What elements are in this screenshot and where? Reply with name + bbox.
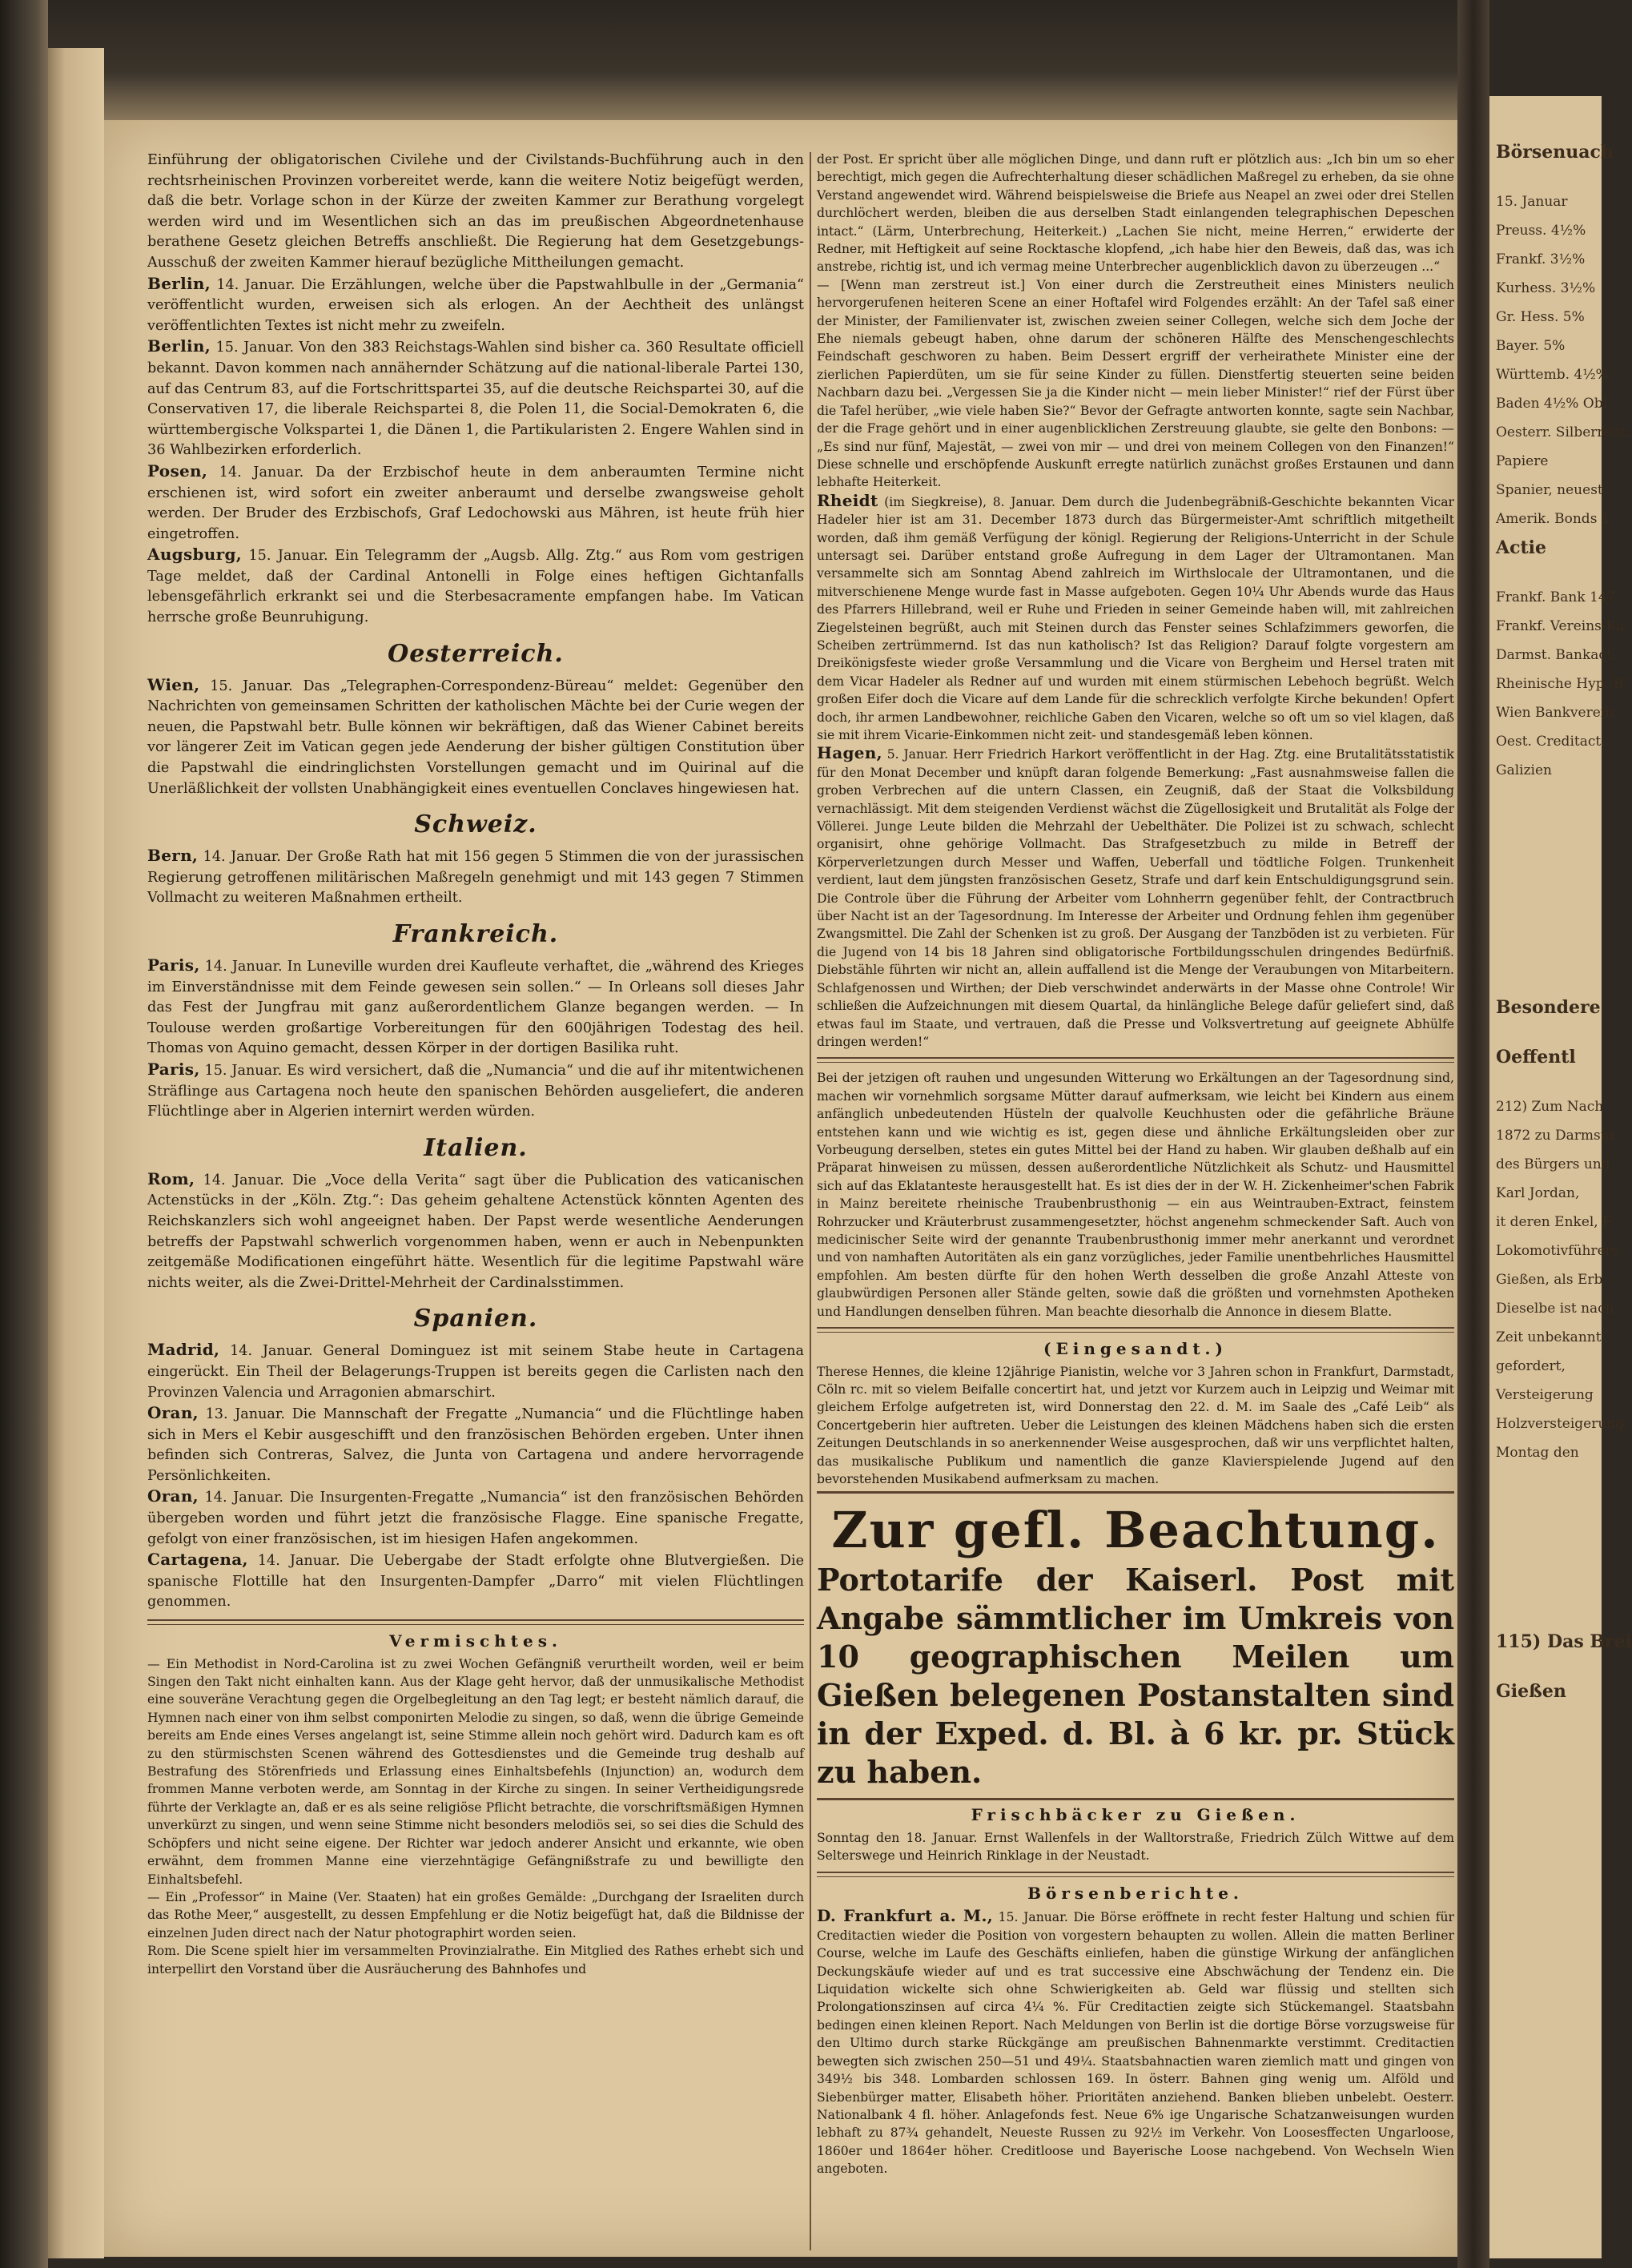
dateline: Cartagena, bbox=[147, 1550, 248, 1570]
misc-item: — Ein Methodist in Nord-Carolina ist zu zwei Wochen Gefängniß verurtheilt worden, weil er beim Singen den Takt nicht einhalten kann. Aus der Klage geht hervor, daß der unmusikalische Methodist eine souveräne Verachtung gegen die Orgelbegleitung an den Tag legt; er besteht nämlich darauf, die Hymnen nach einer von ihm selbst componirten Melodie zu singen, so daß, wenn die übrige Gemeinde bereits am Ende eines Verses angelangt ist, seine Stimme allein noch gehört wird. Dadurch kam es oft zu den stürmischsten Scenen während des Gottesdienstes und die Gemeinde trug deshalb auf Bestrafung des Störenfrieds und Erlassung eines Einhaltsbefehls (Injunction) an, wodurch dem frommen Manne verboten werde, am Sonntag in der Kirche zu singen. In seiner Vertheidigungsrede führte der Verklagte an, daß er es als seine religiöse Pflicht betrachte, die vorschriftsmäßigen Hymnen unverkürzt zu singen, und wenn seine Stimme nicht besonders melodiös sei, so sei dies die Schuld des Schöpfers und nicht seine eigene. Der Richter war jedoch anderer Ansicht und erkannte, wie oben erwähnt, dem frommen Manne eine vierzehntägige Gefängnißstrafe zu und bewilligte den Einhaltsbefehl. bbox=[147, 1656, 804, 1887]
next-page-fragment: Gießen, als Erb bbox=[1496, 1272, 1603, 1288]
misc-item: — Ein „Professor“ in Maine (Ver. Staaten) hat ein großes Gemälde: „Durchgang der Israeliten durch das Rothe Meer,“ ausgestellt, zu dessen Empfehlung er die Notiz beigefügt hat, daß die Bildnisse der einzelnen Juden direct nach der Natur photographirt worden seien. bbox=[147, 1889, 804, 1940]
next-page-fragment: Baden 4½% Obl. bbox=[1496, 396, 1612, 412]
next-page-fragment: gefordert, bbox=[1496, 1358, 1566, 1374]
advertisement-title: Zur gefl. Beachtung. bbox=[831, 1501, 1440, 1560]
dateline: Oran, bbox=[147, 1486, 199, 1506]
dateline: Paris, bbox=[147, 1059, 200, 1079]
dateline: Hagen, bbox=[817, 743, 882, 763]
next-page-fragment: Papiere bbox=[1496, 453, 1549, 469]
next-page-fragment: Bayer. 5% bbox=[1496, 338, 1566, 354]
intro-paragraph: Einführung der obligatorischen Civilehe und der Civilstands-Buchführung auch in den rechtsrheinischen Provinzen vorbereitet werde, kann die weitere Notiz beigefügt werden, daß die betr. Vorlage schon in der Kürze der zweiten Kammer zur Berathung vorgelegt werden wird und im Wesentlichen sich an das im preußischen Abgeordnetenhause berathene Gesetz gleichen Betreffs anschließt. Die Regierung hat dem Gesetzgebungs-Ausschuß der zweiten Kammer hierauf bezügliche Mittheilungen gemacht. bbox=[147, 152, 804, 271]
bakers-list: Sonntag den 18. Januar. Ernst Wallenfels in der Walltorstraße, Friedrich Zülch Wittwe auf dem Selterswege und Heinrich Rinklage in der Neustadt. bbox=[817, 1831, 1454, 1864]
next-page-fragment: Oesterr. Silberrent. bbox=[1496, 424, 1630, 440]
right-column bbox=[817, 151, 1454, 2178]
news-item: Rheidt (im Siegkreise), 8. Januar. Dem durch die Judenbegräbniß-Geschichte bekannten Vicar Hadeler hier ist am 31. December 1873 durch das Bürgermeister-Amt schriftlich mitgetheilt worden, daß ihm gemäß Verfügung der königl. Regierung der Religions-Unterricht in der Schule untersagt sei. Darüber entstand große Aufregung in dem Lager der Ultramontanen. Man versammelte sich am Sonntag Abend zahlreich im Wirthslocale der Ultramontanen, und die mitverschienene Menge wurde fast in Masse aufgeboten. Gegen 10¼ Uhr Abends wurde das Haus des Pfarrers Hillebrand, weil er Ruhe und Frieden in seiner Gemeinde haben will, mit zahlreichen Ziegelsteinen begrüßt, auch mit Steinen durch das Fenster seines Schlafzimmers geworfen, die Scheiben zertrümmernd. Ist das nun katholisch? Ist das Religion? Darauf folgte vorgestern am Dreikönigsfeste wieder große Versammlung und die Vicare von Bergheim und Hersel traten mit dem Vicar Hadeler als Redner auf und wurden mit einem stürmischen Lebehoch begrüßt. Welch großen Eifer doch die Vicare auf dem Lande für die schrecklich verfolgte Kirche bekunden! Opfert doch, ihr armen Landbewohner, reichliche Gaben den Vicaren, welche so oft um so viel klagen, daß sie mit ihrem Vicarie-Einkommen nicht zeit- und standesgemäß leben können. bbox=[817, 490, 1454, 742]
next-page-fragment: Württemb. 4½% bbox=[1496, 367, 1609, 383]
next-page-fragment: 115) Das Brei bbox=[1496, 1631, 1632, 1652]
news-item: Wien, 15. Januar. Das „Telegraphen-Correspondenz-Büreau“ meldet: Gegenüber den Nachrichten von gemeinsamen Schritten der katholischen Mächte bei der Curie wegen der neuen, die Papstwahl betr. Bulle können wir bekräftigen, daß das Wiener Cabinet bereits vor längerer Zeit im Vatican gegen jede Aenderung der bisher gültigen Constitution über die Papstwahl die eindringlichsten Vorstellungen gemacht und im Quirinal auf die Unerläßlichkeit der vollsten Unabhängigkeit eines eventuellen Conclaves hingewiesen hat. bbox=[147, 674, 804, 797]
advertisement-box bbox=[817, 1491, 1454, 1800]
section-heading-boerse: Börsenberichte. bbox=[1027, 1883, 1244, 1903]
dateline: D. Frankfurt a. M., bbox=[817, 1906, 993, 1926]
section-rule bbox=[817, 1327, 1454, 1333]
next-page-fragment: Börsenuach bbox=[1496, 142, 1614, 163]
next-page-fragment: Dieselbe ist nach bbox=[1496, 1301, 1614, 1317]
dateline: Bern, bbox=[147, 846, 199, 866]
previous-page-edge bbox=[48, 48, 104, 2258]
news-item: Paris, 15. Januar. Es wird versichert, daß die „Numancia“ und die auf ihr mitentwichenen Sträflinge aus Cartagena noch heute den spanischen Behörden ausgeliefert, die anderen Flüchtlinge aber in Algerien internirt werden würden. bbox=[147, 1059, 804, 1120]
next-page-fragment: Actie bbox=[1496, 537, 1546, 558]
next-page-fragment: Frankf. Vereins-Ka bbox=[1496, 618, 1625, 634]
germany-news bbox=[147, 274, 804, 629]
news-item: Rom, 14. Januar. Die „Voce della Verita“ sagt über die Publication des vaticanischen Actenstücks in der „Köln. Ztg.“: Das geheim gehaltene Actenstück könnten Agenten des Reichskanzlers sich wohl angeeignet haben. Der Papst werde wesentliche Aenderungen betreffs der Papstwahl schwerlich vorgenommen haben, wenn er auch in Nebenpunkten zeitgemäße Modificationen eingeführt hätte. Wesentlich für die legitime Papstwahl wäre nichts weiter, als die Zwei-Drittel-Mehrheit der Cardinalsstimmen. bbox=[147, 1168, 804, 1291]
dateline: Rom, bbox=[147, 1168, 195, 1188]
next-page-fragment: 1872 zu Darmsta bbox=[1496, 1128, 1614, 1144]
notice-traubenbrusthonig: Bei der jetzigen oft rauhen und ungesunden Witterung wo Erkältungen an der Tagesordnung sind, machen wir vornehmlich sorgsame Mütter darauf aufmerksam, wie leicht bei Kindern aus einem anfänglich unbedeutenden Hüsteln der qualvolle Keuchhusten oder die gefährliche Bräune entstehen kann und wie wichtig es ist, gegen diese und ähnliche Erkältungsleiden ober zur Vorbeugung derselben, stetes ein gutes Mittel bei der Hand zu haben. Wir glauben deßhalb auf ein Präparat hinweisen zu müssen, dessen außerordentliche Nützlichkeit als Schutz- und Hausmittel sich auf das Eklatanteste herausgestellt hat. Es ist dies der in der W. H. Zickenheimer'schen Fabrik in Mainz bereitete rheinische Traubenbrusthonig — ein aus Weintrauben-Extract, feinstem Rohrzucker und Kräuterbrust zusammengesetzter, höchst angenehm schmeckender Saft. Auch von medicinischer Seite wird der genannte Traubenbrusthonig immer mehr anerkannt und verordnet und von namhaften Autoritäten als ein ganz vorzügliches, jeder Familie unentbehrliches Hausmittel empfohlen. Am besten dürfte für den hohen Werth desselben die große Anzahl Atteste von glaubwürdigen Personen aller Stände gelten, sowie daß die größten und vornehmsten Apotheken und Handlungen denselben führen. Man beachte diesorhalb die Annonce in diesem Blatte. bbox=[817, 1071, 1454, 1319]
column-divider bbox=[810, 152, 811, 2250]
dateline: Augsburg, bbox=[147, 545, 243, 565]
next-page-fragment: Galizien bbox=[1496, 762, 1552, 778]
section-heading-eingesandt: (Eingesandt.) bbox=[1043, 1339, 1228, 1358]
news-item: Posen, 14. Januar. Da der Erzbischof heute in dem anberaumten Termine nicht erschienen ist, wird sofort ein zweiter anberaumt und derselbe zwangsweise geholt werden. Der Bruder des Erzbischofs, Graf Ledochowski aus Mähren, ist heute früh hier eingetroffen. bbox=[147, 460, 804, 542]
section-heading-schweiz: Schweiz. bbox=[414, 810, 537, 839]
scan-top-border bbox=[48, 0, 1489, 120]
next-page-fragment: 15. Januar bbox=[1496, 194, 1568, 210]
dateline: Oran, bbox=[147, 1403, 199, 1423]
next-page-fragment: Oeffentl bbox=[1496, 1047, 1576, 1068]
next-page-fragment: Spanier, neuest. bbox=[1496, 482, 1608, 498]
next-page-fragment: Frankf. 3½% bbox=[1496, 251, 1586, 267]
section-rule bbox=[817, 1872, 1454, 1877]
next-page-fragment: Holzversteigerung bbox=[1496, 1416, 1625, 1432]
next-page-fragment: Gr. Hess. 5% bbox=[1496, 309, 1585, 325]
section-rule bbox=[817, 1057, 1454, 1063]
dateline: Berlin, bbox=[147, 273, 211, 293]
next-page-fragment: Zeit unbekannt bbox=[1496, 1329, 1602, 1345]
next-page-fragment: Frankf. Bank 147 bbox=[1496, 589, 1616, 605]
next-page-fragment: Lokomotivführers bbox=[1496, 1243, 1619, 1259]
next-page-fragment: Montag den bbox=[1496, 1445, 1579, 1461]
section-heading-oesterreich: Oesterreich. bbox=[388, 639, 564, 668]
news-item: Hagen, 5. Januar. Herr Friedrich Harkort veröffentlicht in der Hag. Ztg. eine Brutalitätsstatistik für den Monat December und knüpft daran folgende Bemerkung: „Fast ausnahmsweise fallen die groben Verbrechen auf die untern Classen, ein Zeugniß, daß der Staat die Volksbildung vernachlässigt. Mit dem steigenden Verdienst wächst die Zügellosigkeit und Brutalität als Folge der Völlerei. Junge Leute bilden die Mehrzahl der Uebelthäter. Die Polizei ist zu schwach, schlecht organisirt, ohne gehörige Vollmacht. Das Strafgesetzbuch zu milde in Betreff der Körperverletzungen durch Messer und Waffen, Ueberfall und tödtliche Folgen. Trunkenheit verdient, laut dem jüngsten französischen Gesetz, Strafe und darf kein Entschuldigungsgrund sein. Die Controle über die Führung der Arbeiter vom Lohnherrn gegenüber fehlt, der Contractbruch über Nacht ist an der Tagesordnung. Im Interesse der Arbeiter und Ordnung fehlen ihm gegenüber Zwangsmittel. Die Zahl der Schenken ist zu groß. Der Ausgang der Tanzböden ist zu verbieten. Für die Jugend von 14 bis 18 Jahren sind obligatorische Fortbildungsschulen dringendes Bedürfniß. Diebstähle führten wir nicht an, allein auffallend ist die Menge der Veraubungen von Mitarbeitern. Schlafgenossen und Wirthen; der Dieb verschwindet anderwärts in der Masse ohne Controle! Wir schließen die Aufzeichnungen mit diesem Quartal, da hinlängliche Belege dafür geliefert sind, daß etwas faul im Staate, und vertrauen, daß die Presse und Volksvertretung auf geeignete Abhülfe dringen werden!“ bbox=[817, 743, 1454, 1049]
news-item: Madrid, 14. Januar. General Dominguez ist mit seinem Stabe heute in Cartagena eingerückt. Ein Theil der Belagerungs-Truppen ist bereits gegen die Carlisten nach den Provinzen Valencia und Arragonien abmarschirt. bbox=[147, 1340, 804, 1401]
next-page-fragment: Versteigerung bbox=[1496, 1387, 1594, 1403]
news-item: Berlin, 14. Januar. Die Erzählungen, welche über die Papstwahlbulle in der „Germania“ veröffentlicht wurden, erweisen sich als erlogen. An der Aechtheit des unlängst veröffentlichten Textes ist nicht mehr zu zweifeln. bbox=[147, 273, 804, 334]
next-page-fragment: Amerik. Bonds 1 bbox=[1496, 511, 1610, 527]
news-item: Cartagena, 14. Januar. Die Uebergabe der Stadt erfolgte ohne Blutvergießen. Die spanische Flottille hat den Insurgenten-Dampfer „Darro“ mit vielen Flüchtlingen genommen. bbox=[147, 1550, 804, 1611]
left-column bbox=[147, 151, 804, 1978]
news-item: Oran, 13. Januar. Die Mannschaft der Fregatte „Numancia“ und die Flüchtlinge haben sich in Mers el Kebir ausgeschifft und den französischen Behörden ergeben. Unter ihnen befinden sich Contreras, Salvez, die Junta von Cartagena und andere hervorragende Persönlichkeiten. bbox=[147, 1403, 804, 1484]
section-rule bbox=[147, 1619, 804, 1625]
page-gutter bbox=[1457, 0, 1489, 2268]
news-item: Oran, 14. Januar. Die Insurgenten-Fregatte „Numancia“ ist den französischen Behörden übergeben worden und führt jetzt die französische Flagge. Eine spanische Fregatte, gefolgt von einer französischen, ist im hiesigen Hafen angekommen. bbox=[147, 1486, 804, 1547]
next-page-fragment: Wien Bankverein bbox=[1496, 705, 1614, 721]
next-page-fragment: des Bürgers und bbox=[1496, 1156, 1610, 1172]
section-heading-frankreich: Frankreich. bbox=[392, 920, 559, 948]
next-page-fragment: it deren Enkel, F bbox=[1496, 1214, 1612, 1230]
news-item: Bern, 14. Januar. Der Große Rath hat mit 156 gegen 5 Stimmen die von der jurassischen Regierung getroffenen militärischen Maßregeln genehmigt und mit 143 gegen 7 Stimmen Vollmacht zu weiteren Maßnahmen ertheilt. bbox=[147, 846, 804, 907]
next-page-fragment: Kurhess. 3½% bbox=[1496, 280, 1596, 296]
dateline: Berlin, bbox=[147, 336, 211, 356]
advertisement-text: Portotarife der Kaiserl. Post mit Angabe sämmtlicher im Umkreis von 10 geographischen Meilen um Gießen belegenen Postanstalten sind in der Exped. d. Bl. à 6 kr. pr. Stück zu haben. bbox=[817, 1562, 1454, 1791]
section-heading-italien: Italien. bbox=[424, 1133, 528, 1162]
news-item: Berlin, 15. Januar. Von den 383 Reichstags-Wahlen sind bisher ca. 360 Resultate officiell bekannt. Davon kommen nach annähernder Schätzung auf die national-liberale Partei 130, auf das Centrum 83, auf die Fortschrittspartei 35, auf die deutsche Reichspartei 30, auf die Conservativen 17, die liberale Reichspartei 8, die Polen 11, die Social-Demokraten 6, die württembergische Volkspartei 1, die Dänen 1, die Partikularisten 2. Engere Wahlen sind in 36 Wahlbezirken erforderlich. bbox=[147, 336, 804, 459]
next-page-fragment: Rheinische Hyp.-B bbox=[1496, 676, 1624, 692]
stock-report: D. Frankfurt a. M., 15. Januar. Die Börse eröffnete in recht fester Haltung und schien für Creditactien wieder die Position von vorgestern behaupten zu wollen. Allein die matten Berliner Course, welche im Laufe des Geschäfts einliefen, haben die günstige Wirkung der anfänglichen Deckungskäufe wieder auf und es trat successive eine Abschwächung der Tendenz ein. Die Liquidation wickelte sich ohne Schwierigkeiten ab. Geld war flüssig und stellten sich Prolongationszinsen auf circa 4¼ %. Für Creditactien zeigte sich Stückemangel. Staatsbahn bedingen einen kleinen Report. Nach Meldungen von Berlin ist die dortige Börse vorzugsweise für den Ultimo durch starke Rückgänge am preußischen Bahnenmarkte verstimmt. Creditactien bewegten sich zwischen 250—51 und 49¼. Staatsbahnactien waren ziemlich matt und gingen von 349½ bis 348. Lombarden schlossen 169. In österr. Bahnen ging wenig um. Alföld und Siebenbürger matter, Elisabeth höher. Prioritäten anziehend. Banken blieben unbelebt. Oesterr. Nationalbank 4 fl. höher. Anlagefonds fest. Neue 6% ige Ungarische Schatzanweisungen wurden lebhaft zu 87¾ gehandelt, Neueste Russen zu 92½ im Verkehr. Von Loosesffecten Ungarloose, 1860er und 1864er höher. Creditloose und Bayerische Loose nachgebend. Von Wechseln Wien angeboten. bbox=[817, 1906, 1454, 2177]
section-heading-spanien: Spanien. bbox=[413, 1305, 538, 1333]
continued-paragraph: der Post. Er spricht über alle möglichen Dinge, und dann ruft er plötzlich aus: „Ich bin um so eher berechtigt, mich gegen die Aufrechterhaltung dieser schädlichen Maßregel zu erheben, da sie ohne Verstand angewendet wird. Während beispielsweise die Briefe aus Neapel an zwei oder drei Stellen durchlöchert werden, bleiben die aus derselben Stadt einlangenden telegraphischen Depeschen intact.“ (Lärm, Unterbrechung, Heiterkeit.) „Lachen Sie nicht, meine Herren,“ erwiderte der Redner, mit Heftigkeit auf seine Rocktasche klopfend, „ich habe hier den Beweis, daß das, was ich anstrebe, richtig ist, und ich vermag meine Unterbrecher augenblicklich davon zu überzeugen ...“ bbox=[817, 152, 1454, 275]
dateline: Madrid, bbox=[147, 1340, 220, 1360]
next-page-edge bbox=[1489, 96, 1632, 2258]
next-page-fragment: Preuss. 4½% bbox=[1496, 223, 1586, 239]
next-page-fragment: Oest. Creditact. bbox=[1496, 734, 1606, 750]
next-page-fragment: 212) Zum Nach bbox=[1496, 1099, 1604, 1115]
next-page-fragment: Besondere bbox=[1496, 997, 1601, 1018]
next-page-fragment: Gießen bbox=[1496, 1681, 1566, 1702]
news-item: Augsburg, 15. Januar. Ein Telegramm der „Augsb. Allg. Ztg.“ aus Rom vom gestrigen Tage meldet, daß der Cardinal Antonelli in Folge eines heftigen Gichtanfalls lebensgefährlich erkrankt sei und die Sterbesacramente empfangen habe. Im Vatican herrsche große Beunruhigung. bbox=[147, 545, 804, 626]
misc-item: Rom. Die Scene spielt hier im versammelten Provinzialrathe. Ein Mitglied des Rathes erhebt sich und interpellirt den Vorstand über die Ausräucherung des Bahnhofes und bbox=[147, 1944, 804, 1976]
next-page-fragment: Darmst. Bankact. bbox=[1496, 647, 1617, 663]
next-page-fragment: Karl Jordan, bbox=[1496, 1185, 1580, 1201]
notice-concert: Therese Hennes, die kleine 12jährige Pianistin, welche vor 3 Jahren schon in Frankfurt, Darmstadt, Cöln rc. mit so vielem Beifalle concertirt hat, und jetzt vor Kurzem auch in Leipzig und Weimar mit gleichem Erfolge aufgetreten ist, wird Donnerstag den 22. d. M. im Saale des „Café Leib“ als Concertgeberin hier auftreten. Ueber die Leistungen des kleinen Mädchens haben sich die ersten Zeitungen Deutschlands in so anerkennender Weise ausgesprochen, daß wir uns verpflichtet halten, das musikalische Publikum und namentlich die ganze Klavierspielende Jugend auf den bevorstehenden Musikabend aufmerksam zu machen. bbox=[817, 1364, 1454, 1487]
section-heading-frischbaecker: Frischbäcker zu Gießen. bbox=[971, 1805, 1300, 1825]
dateline: Wien, bbox=[147, 674, 200, 694]
section-heading-vermischtes: Vermischtes. bbox=[389, 1631, 562, 1651]
news-item: Paris, 14. Januar. In Luneville wurden drei Kaufleute verhaftet, die „während des Krieges im Einverständnisse mit dem Feinde gewesen sein sollen.“ — In Orleans soll dieses Jahr das Fest der Jungfrau mit ganz außerordentlichem Glanze begangen werden. — In Toulouse werden großartige Vorbereitungen für den 600jährigen Todestag des heil. Thomas von Aquino gemacht, dessen Körper in der dortigen Basilika ruht. bbox=[147, 955, 804, 1057]
dateline: Posen, bbox=[147, 460, 208, 481]
misc-item: — [Wenn man zerstreut ist.] Von einer durch die Zerstreutheit eines Ministers neulich hervorgerufenen heiteren Scene an einer Hoftafel wird Folgendes erzählt: An der Tafel saß einer der Minister, der Familienvater ist, zwischen zweien seiner Collegen, welche sich dem Joche der Ehe niemals gebeugt haben, ohne darum der schöneren Hälfte des Menschengeschlechts Feindschaft geschworen zu haben. Beim Dessert ergriff der verheirathete Minister eine der zierlichen Papierdüten, um sie für seine Kinder zu füllen. Dienstfertig steuerten seine beiden Nachbarn dazu bei. „Vergessen Sie ja die Kinder nicht — mein lieber Minister!“ rief der Fürst über die Tafel herüber, „wie viele haben Sie?“ Bevor der Gefragte antworten konnte, sagte sein Nachbar, der die Frage gehört und in einer augenblicklichen Zerstreuung glaubte, sie gelte den Bonbons: — „Es sind nur fünf, Majestät, — zwei von mir — und drei von meinem Collegen von den Finanzen!“ Diese schnelle und erschöpfende Auskunft erregte natürlich zunächst großes Erstaunen und dann lebhafte Heiterkeit. bbox=[817, 277, 1454, 490]
dateline: Rheidt bbox=[817, 490, 878, 510]
book-spine bbox=[0, 0, 48, 2268]
dateline: Paris, bbox=[147, 955, 200, 975]
